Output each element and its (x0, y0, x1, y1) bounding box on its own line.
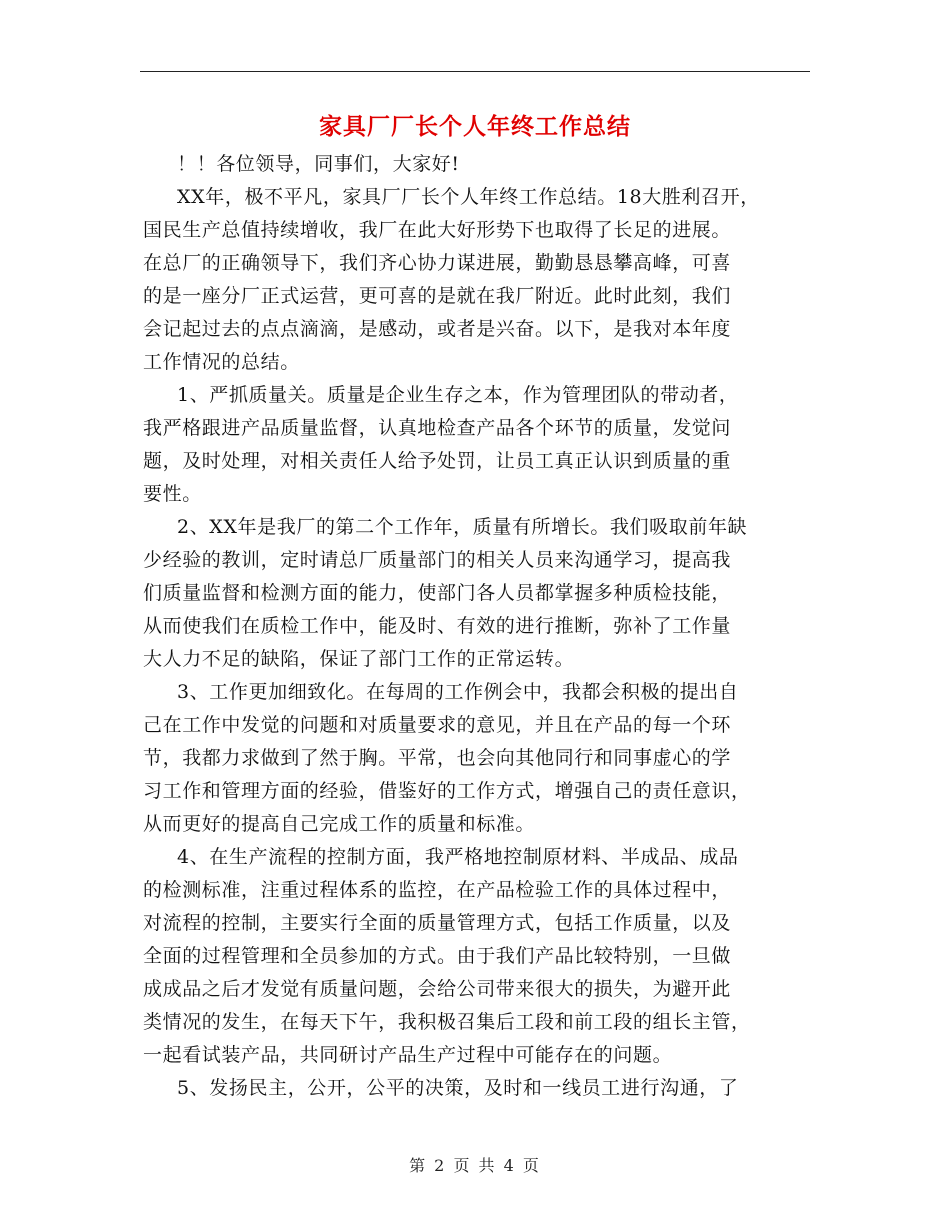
document-title: 家具厂厂长个人年终工作总结 (319, 113, 631, 140)
text-line: 类情况的发生，在每天下午，我积极召集后工段和前工段的组长主管， (143, 1011, 751, 1033)
text-line: 会记起过去的点点滴滴，是感动，或者是兴奋。以下，是我对本年度 (143, 318, 732, 340)
text-line: 的是一座分厂正式运营，更可喜的是就在我厂附近。此时此刻，我们 (143, 285, 732, 307)
text-line: 大人力不足的缺陷，保证了部门工作的正常运转。 (143, 648, 575, 670)
document-body (143, 148, 815, 1105)
text-line: 习工作和管理方面的经验，借鉴好的工作方式，增强自己的责任意识， (143, 780, 751, 802)
text-line: XX年，极不平凡，家具厂厂长个人年终工作总结。18大胜利召开， (177, 186, 760, 208)
text-line: 从而使我们在质检工作中，能及时、有效的进行推断，弥补了工作量 (143, 615, 732, 637)
text-line: 一起看试装产品，共同研讨产品生产过程中可能存在的问题。 (143, 1044, 673, 1066)
text-line: 全面的过程管理和全员参加的方式。由于我们产品比较特别，一旦做 (143, 945, 732, 967)
text-line: 节，我都力求做到了然于胸。平常，也会向其他同行和同事虚心的学 (143, 747, 732, 769)
text-line: 1、严抓质量关。质量是企业生存之本，作为管理团队的带动者， (177, 384, 739, 406)
text-line: 国民生产总值持续增收，我厂在此大好形势下也取得了长足的进展。 (143, 219, 732, 241)
text-line: 对流程的控制，主要实行全面的质量管理方式，包括工作质量，以及 (143, 912, 732, 934)
text-line: 成成品之后才发觉有质量问题，会给公司带来很大的损失，为避开此 (143, 978, 732, 1000)
text-line: 在总厂的正确领导下，我们齐心协力谋进展，勤勤恳恳攀高峰，可喜 (143, 252, 732, 274)
text-line: 己在工作中发觉的问题和对质量要求的意见，并且在产品的每一个环 (143, 714, 732, 736)
text-line: 少经验的教训，定时请总厂质量部门的相关人员来沟通学习，提高我 (143, 549, 732, 571)
text-line: 5、发扬民主，公开，公平的决策，及时和一线员工进行沟通，了 (177, 1077, 739, 1099)
text-line: ！！各位领导，同事们，大家好! (177, 153, 460, 175)
text-line: 从而更好的提高自己完成工作的质量和标准。 (143, 813, 536, 835)
text-line: 题，及时处理，对相关责任人给予处罚，让员工真正认识到质量的重 (143, 450, 732, 472)
text-line: 工作情况的总结。 (143, 351, 300, 373)
text-line: 2、XX年是我厂的第二个工作年，质量有所增长。我们吸取前年缺 (177, 516, 748, 538)
page-footer: 第 2 页 共 4 页 (409, 1156, 541, 1175)
text-line: 3、工作更加细致化。在每周的工作例会中，我都会积极的提出自 (177, 681, 739, 703)
header-rule (140, 71, 810, 72)
text-line: 要性。 (143, 483, 202, 505)
text-line: 们质量监督和检测方面的能力，使部门各人员都掌握多种质检技能， (143, 582, 732, 604)
text-line: 4、在生产流程的控制方面，我严格地控制原材料、半成品、成品 (177, 846, 739, 868)
text-line: 我严格跟进产品质量监督，认真地检查产品各个环节的质量，发觉问 (143, 417, 732, 439)
text-line: 的检测标准，注重过程体系的监控，在产品检验工作的具体过程中， (143, 879, 732, 901)
